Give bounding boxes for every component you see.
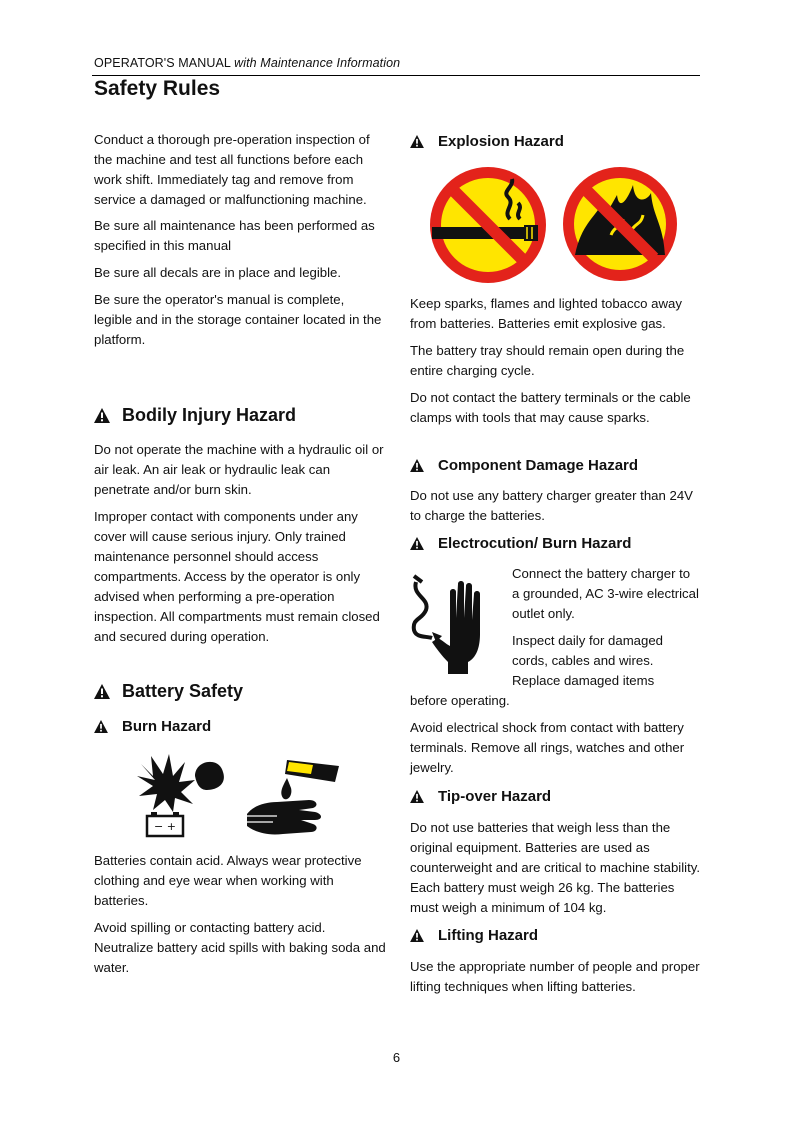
intro-paragraph: Be sure the operator's manual is complete, legible and in the storage container located in the platform.: [94, 292, 382, 347]
battery-explosion-icon: [137, 750, 229, 840]
intro-paragraph: Conduct a thorough pre-operation inspection of the machine and test all functions before each work shift. Immediately tag and remove from service a damaged or malfunctioning machine.: [94, 132, 370, 207]
section-heading: Bodily Injury Hazard: [122, 405, 297, 425]
no-flame-icon: [561, 165, 679, 283]
electrocution-hand-icon: [410, 572, 496, 676]
electrocution-side-text: [512, 564, 700, 691]
body-paragraph: Avoid spilling or contacting battery acid. Neutralize battery acid spills with baking soda and water.: [94, 920, 386, 975]
body-paragraph: Do not contact the battery terminals or the cable clamps with tools that may cause sparks.: [410, 390, 691, 425]
body-paragraph: Avoid electrical shock from contact with battery terminals. Remove all rings, watches and other jewelry.: [410, 720, 685, 775]
header-rule: [92, 75, 700, 76]
body-paragraph: The battery tray should remain open during the entire charging cycle.: [410, 343, 685, 378]
warning-icon: [410, 929, 424, 942]
subsection-heading: Burn Hazard: [122, 718, 212, 735]
warning-icon: [410, 537, 424, 550]
warning-icon: [410, 135, 424, 148]
component-text: [410, 486, 702, 526]
warning-icon: [94, 720, 108, 733]
battery-safety-text: [94, 851, 386, 978]
manual-title: OPERATOR'S MANUAL: [94, 56, 231, 70]
explosion-hazard-heading: [410, 133, 564, 150]
body-paragraph: Connect the battery charger to a grounded, AC 3-wire electrical outlet only.: [512, 566, 699, 621]
lifting-text: [410, 957, 702, 997]
body-paragraph: Improper contact with components under any cover will cause serious injury. Only trained maintenance personnel should access compartments. Access by the operator is only advised when performing a pre-operation inspection. All compartments must remain closed and secured during operation.: [94, 509, 380, 644]
bodily-injury-heading: [94, 405, 296, 426]
body-paragraph: Keep sparks, flames and lighted tobacco away from batteries. Batteries emit explosive gas.: [410, 296, 682, 331]
component-damage-heading: [410, 457, 638, 474]
page-title: Safety Rules: [94, 77, 221, 100]
bodily-injury-text: [94, 440, 386, 647]
body-paragraph: Use the appropriate number of people and proper lifting techniques when lifting batteries.: [410, 959, 700, 994]
battery-terminal-label: − +: [154, 820, 176, 833]
manual-subtitle: with Maintenance Information: [234, 56, 401, 70]
burn-hazard-heading: [94, 718, 211, 735]
body-paragraph: before operating.: [410, 693, 510, 708]
section-heading: Battery Safety: [122, 681, 244, 701]
page-number: 6: [392, 1050, 401, 1065]
warning-icon: [410, 790, 424, 803]
subsection-heading: Electrocution/ Burn Hazard: [438, 535, 632, 552]
subsection-heading: Component Damage Hazard: [438, 457, 639, 474]
lifting-heading: [410, 927, 538, 944]
intro-paragraph: Be sure all decals are in place and legible.: [94, 265, 342, 280]
body-paragraph: Do not use any battery charger greater than 24V to charge the batteries.: [410, 488, 693, 523]
acid-hand-icon: [243, 756, 341, 840]
body-paragraph: Batteries contain acid. Always wear protective clothing and eye wear when working with batteries.: [94, 853, 362, 908]
intro-paragraph: Be sure all maintenance has been performed as specified in this manual: [94, 218, 375, 253]
body-paragraph: Do not use batteries that weigh less than the original equipment. Batteries are used as counterweight and are critical to machine stability. Each battery must weigh 26 kg. The batteries must weigh a minimum of 104 kg.: [410, 820, 701, 915]
electrocution-heading: [410, 535, 631, 552]
warning-icon: [410, 459, 424, 472]
body-paragraph: Inspect daily for damaged cords, cables and wires. Replace damaged items: [512, 633, 664, 688]
left-intro: [94, 130, 386, 350]
subsection-heading: Lifting Hazard: [438, 927, 538, 944]
warning-icon: [94, 684, 110, 699]
electrocution-text: [410, 691, 702, 778]
body-paragraph: Do not operate the machine with a hydraulic oil or air leak. An air leak or hydraulic leak can penetrate and/or burn skin.: [94, 442, 384, 497]
explosion-text: [410, 294, 702, 428]
running-header: [94, 56, 400, 70]
no-smoking-icon: [428, 165, 548, 285]
subsection-heading: Explosion Hazard: [438, 133, 564, 150]
tipover-text: [410, 818, 702, 918]
subsection-heading: Tip-over Hazard: [438, 788, 552, 805]
battery-safety-heading: [94, 681, 243, 702]
tipover-heading: [410, 788, 551, 805]
warning-icon: [94, 408, 110, 423]
